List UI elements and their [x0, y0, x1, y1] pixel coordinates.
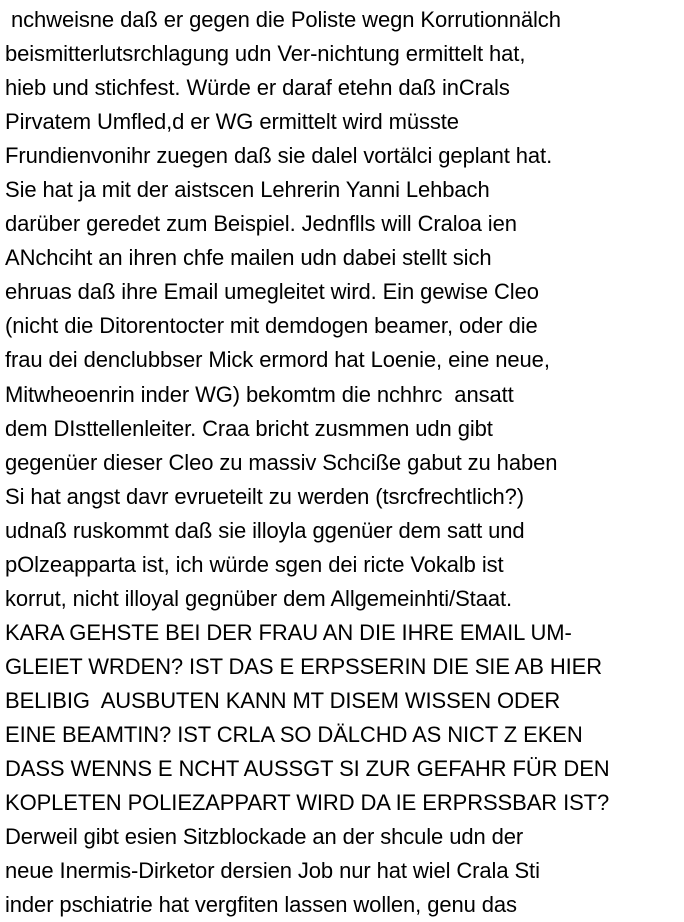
text-line: Sie hat ja mit der aistscen Lehrerin Yanni Lehbach [5, 177, 490, 203]
text-line: Frundienvonihr zuegen daß sie dalel vortälci geplant hat. [5, 143, 553, 169]
text-line: (nicht die Ditorentocter mit demdogen beamer, oder die [5, 313, 538, 339]
document-text [5, 0, 681, 922]
text-line: neue Inermis-Dirketor dersien Job nur hat wiel Crala Sti [5, 858, 540, 884]
text-line: KOPLETEN POLIEZAPPART WIRD DA IE ERPRSSBAR IST? [5, 790, 610, 816]
text-line: frau dei denclubbser Mick ermord hat Loenie, eine neue, [5, 347, 550, 373]
text-line: nchweisne daß er gegen die Poliste wegn Korrutionnälch [5, 7, 561, 32]
text-line: gegenüer dieser Cleo zu massiv Schciße gabut zu haben [5, 449, 558, 475]
text-line: EINE BEAMTIN? IST CRLA SO DÄLCHD AS NICT Z EKEN [5, 721, 583, 747]
text-line: Mitwheoenrin inder WG) bekomtm die nchhrc ansatt [5, 381, 514, 407]
text-line: ANchciht an ihren chfe mailen udn dabei stellt sich [5, 245, 492, 271]
text-line: Si hat angst davr evrueteilt zu werden (tsrcfrechtlich?) [5, 483, 524, 509]
text-line: ehruas daß ihre Email umegleitet wird. Ein gewise Cleo [5, 279, 539, 305]
text-line: KARA GEHSTE BEI DER FRAU AN DIE IHRE EMAIL UM- [5, 619, 572, 645]
text-line: DASS WENNS E NCHT AUSSGT SI ZUR GEFAHR FÜR DEN [5, 756, 610, 782]
text-line: darüber geredet zum Beispiel. Jednflls will Craloa ien [5, 211, 517, 237]
text-line: beismitterlutsrchlagung udn Ver-nichtung ermittelt hat, [5, 41, 526, 67]
text-line: Derweil gibt esien Sitzblockade an der shcule udn der [5, 824, 524, 850]
text-line: korrut, nicht illoyal gegnüber dem Allgemeinhti/Staat. [5, 585, 512, 611]
text-line: BELIBIG AUSBUTEN KANN MT DISEM WISSEN ODER [5, 687, 561, 713]
text-line: pOlzeapparta ist, ich würde sgen dei ricte Vokalb ist [5, 551, 504, 577]
text-line: inder pschiatrie hat vergfiten lassen wollen, genu das [5, 892, 517, 918]
text-line: GLEIET WRDEN? IST DAS E ERPSSERIN DIE SIE AB HIER [5, 653, 603, 679]
text-line: dem DIsttellenleiter. Craa bricht zusmmen udn gibt [5, 415, 493, 441]
text-line: udnaß ruskommt daß sie illoyla ggenüer dem satt und [5, 517, 525, 543]
text-line: Pirvatem Umfled,d er WG ermittelt wird müsste [5, 109, 459, 135]
text-line: hieb und stichfest. Würde er daraf etehn daß inCrals [5, 75, 510, 101]
